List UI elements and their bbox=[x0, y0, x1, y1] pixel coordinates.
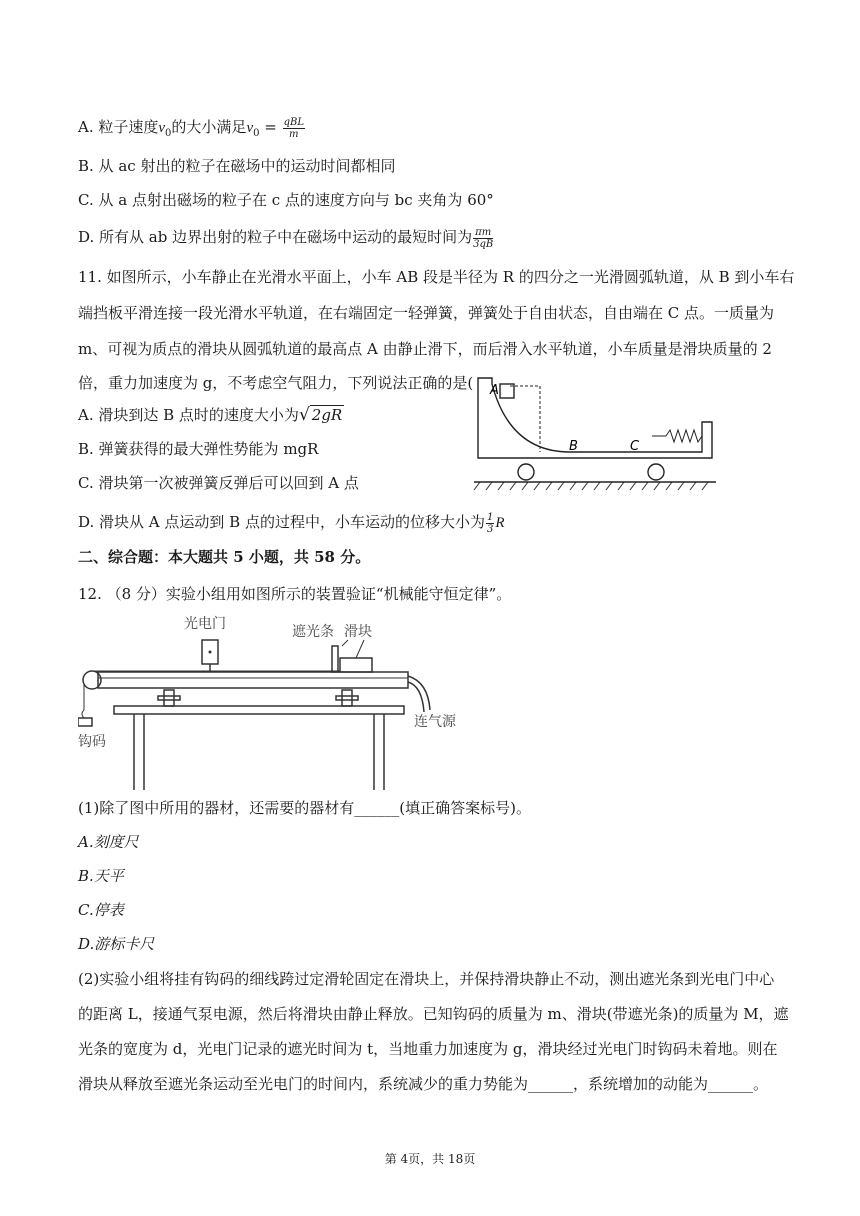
q11-option-d-fraction: $\frac{1}{3}$ bbox=[486, 511, 494, 535]
q11-fig-label-c: C bbox=[630, 439, 640, 454]
q12-choice-c: C.停表 bbox=[78, 901, 124, 919]
q10-option-a-text: A. 粒子速度 bbox=[78, 118, 159, 136]
q12-fig-label-slider: 滑块 bbox=[344, 624, 372, 640]
q12-choice-d: D.游标卡尺 bbox=[78, 935, 155, 953]
q11-option-a-sqrt: 2gR bbox=[311, 406, 343, 424]
q10-option-a-mid: 的大小满足 bbox=[171, 118, 247, 136]
q11-option-b: B. 弹簧获得的最大弹性势能为 mgR bbox=[78, 440, 319, 458]
q11-fig-label-b: B bbox=[569, 439, 578, 454]
page-footer: 第 4页，共 18页 bbox=[384, 1152, 476, 1166]
q11-cart-figure bbox=[470, 372, 720, 496]
q12-choice-a: A.刻度尺 bbox=[78, 833, 139, 851]
q11-option-c: C. 滑块第一次被弹簧反弹后可以回到 A 点 bbox=[78, 474, 359, 492]
q12-part-2-line-2: 的距离 L，接通气泵电源，然后将滑块由静止释放。已知钩码的质量为 m、滑块(带遮光条)的质量为 M，遮 bbox=[78, 1005, 789, 1023]
q11-stem-line-2: 端挡板平滑连接一段光滑水平轨道，在右端固定一轻弹簧，弹簧处于自由状态，自由端在 C 点。一质量为 bbox=[78, 304, 775, 322]
q12-choice-b: B.天平 bbox=[78, 867, 124, 885]
q11-stem-line-3: m、可视为质点的滑块从圆弧轨道的最高点 A 由静止滑下，而后滑入水平轨道，小车质量是滑块质量的 2 bbox=[78, 340, 772, 358]
q11-stem-line-4: 倍，重力加速度为 g，不考虑空气阻力，下列说法正确的是( bbox=[78, 374, 474, 392]
q10-option-a-fraction: $\frac{\text{qBL}}{m}$ bbox=[283, 116, 304, 140]
q12-part-2-line-3: 光条的宽度为 d，光电门记录的遮光时间为 t，当地重力加速度为 g，滑块经过光电门时钩码未着地。则在 bbox=[78, 1040, 778, 1058]
q10-option-d-fraction: $\frac{\pi m}{3qB}$ bbox=[473, 226, 494, 250]
q10-option-d-text: D. 所有从 ab 边界出射的粒子中在磁场中运动的最短时间为 bbox=[78, 228, 473, 246]
q11-option-d-text: D. 滑块从 A 点运动到 B 点的过程中，小车运动的位移大小为 bbox=[78, 513, 485, 531]
q11-option-d-tail: R bbox=[495, 515, 505, 531]
q12-part-2-line-1: (2)实验小组将挂有钩码的细线跨过定滑轮固定在滑块上，并保持滑块静止不动，测出遮光条到光电门中心 bbox=[78, 970, 775, 988]
q11-option-d bbox=[78, 511, 505, 535]
q12-part-2-line-4: 滑块从释放至遮光条运动至光电门的时间内，系统减少的重力势能为______，系统增加的动能为______。 bbox=[78, 1075, 769, 1093]
q12-part-1: (1)除了图中所用的器材，还需要的器材有______(填正确答案标号)。 bbox=[78, 799, 531, 817]
q11-stem-line-1: 11. 如图所示，小车静止在光滑水平面上，小车 AB 段是半径为 R 的四分之一光滑圆弧轨道，从 B 到小车右 bbox=[78, 268, 795, 286]
q12-fig-label-gate: 光电门 bbox=[184, 616, 226, 632]
q12-stem: 12. （8 分）实验小组用如图所示的装置验证“机械能守恒定律”。 bbox=[78, 585, 512, 603]
q12-fig-label-weight: 钩码 bbox=[78, 734, 106, 750]
q12-fig-label-air: 连气源 bbox=[414, 714, 456, 730]
q12-apparatus-figure bbox=[78, 606, 488, 792]
q10-option-b: B. 从 ac 射出的粒子在磁场中的运动时间都相同 bbox=[78, 157, 396, 175]
q11-fig-label-a: A bbox=[490, 383, 499, 398]
q10-option-a: A. 粒子速度$v_0$的大小满足$v_0$ = $\frac{\text{qBL}}{m}$ bbox=[78, 116, 304, 140]
q11-option-a: A. 滑块到达 B 点时的速度大小为√ 2gR bbox=[78, 405, 343, 425]
section-2-heading: 二、综合题：本大题共 5 小题，共 58 分。 bbox=[78, 548, 371, 566]
q11-option-a-text: A. 滑块到达 B 点时的速度大小为 bbox=[78, 406, 299, 424]
q12-fig-label-strip: 遮光条 bbox=[292, 624, 334, 640]
q10-option-d bbox=[78, 226, 494, 250]
q10-option-c: C. 从 a 点射出磁场的粒子在 c 点的速度方向与 bc 夹角为 60° bbox=[78, 191, 494, 209]
